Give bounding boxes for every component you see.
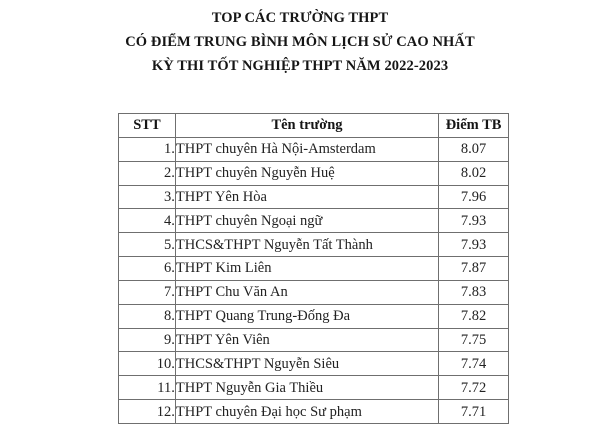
title-line-3: KỲ THI TỐT NGHIỆP THPT NĂM 2022-2023 [151, 58, 449, 74]
table-row [119, 209, 509, 233]
rank-cell: 10. [119, 352, 176, 376]
rank-cell: 9. [119, 328, 176, 352]
rank-cell: 3. [119, 185, 176, 209]
rank-cell: 12. [119, 400, 176, 424]
score-cell: 7.83 [439, 280, 509, 304]
school-name-cell: THCS&THPT Nguyễn Siêu [175, 352, 438, 376]
score-cell: 8.02 [439, 161, 509, 185]
school-name-cell: THCS&THPT Nguyễn Tất Thành [175, 233, 438, 257]
score-cell: 7.72 [439, 376, 509, 400]
school-name-cell: THPT Yên Hòa [175, 185, 438, 209]
score-cell: 7.87 [439, 257, 509, 281]
header-school-name: Tên trường [175, 114, 438, 138]
score-cell: 7.93 [439, 233, 509, 257]
score-cell: 7.74 [439, 352, 509, 376]
school-ranking-table [118, 113, 509, 424]
rank-cell: 5. [119, 233, 176, 257]
rank-cell: 6. [119, 257, 176, 281]
table-row [119, 328, 509, 352]
score-cell: 8.07 [439, 137, 509, 161]
score-cell: 7.96 [439, 185, 509, 209]
school-name-cell: THPT chuyên Hà Nội-Amsterdam [175, 137, 438, 161]
score-cell: 7.75 [439, 328, 509, 352]
school-name-cell: THPT Kim Liên [175, 257, 438, 281]
school-name-cell: THPT Quang Trung-Đống Đa [175, 304, 438, 328]
rank-cell: 7. [119, 280, 176, 304]
school-name-cell: THPT Chu Văn An [175, 280, 438, 304]
rank-cell: 11. [119, 376, 176, 400]
table-row [119, 257, 509, 281]
school-name-cell: THPT chuyên Nguyễn Huệ [175, 161, 438, 185]
title-line-1: TOP CÁC TRƯỜNG THPT [211, 10, 389, 26]
table-row [119, 161, 509, 185]
table-row [119, 137, 509, 161]
rank-cell: 2. [119, 161, 176, 185]
table-row [119, 304, 509, 328]
header-stt: STT [119, 114, 176, 138]
school-name-cell: THPT chuyên Đại học Sư phạm [175, 400, 438, 424]
school-name-cell: THPT chuyên Ngoại ngữ [175, 209, 438, 233]
table-row [119, 233, 509, 257]
table-row [119, 280, 509, 304]
table-row [119, 185, 509, 209]
score-cell: 7.82 [439, 304, 509, 328]
table-row [119, 400, 509, 424]
rank-cell: 8. [119, 304, 176, 328]
table-header-row [119, 114, 509, 138]
score-cell: 7.71 [439, 400, 509, 424]
table-row [119, 352, 509, 376]
rank-cell: 1. [119, 137, 176, 161]
document-title [0, 6, 600, 78]
header-average-score: Điểm TB [439, 114, 509, 138]
score-cell: 7.93 [439, 209, 509, 233]
school-name-cell: THPT Nguyễn Gia Thiều [175, 376, 438, 400]
table-row [119, 376, 509, 400]
rank-cell: 4. [119, 209, 176, 233]
title-line-2: CÓ ĐIỂM TRUNG BÌNH MÔN LỊCH SỬ CAO NHẤT [125, 34, 475, 50]
school-name-cell: THPT Yên Viên [175, 328, 438, 352]
